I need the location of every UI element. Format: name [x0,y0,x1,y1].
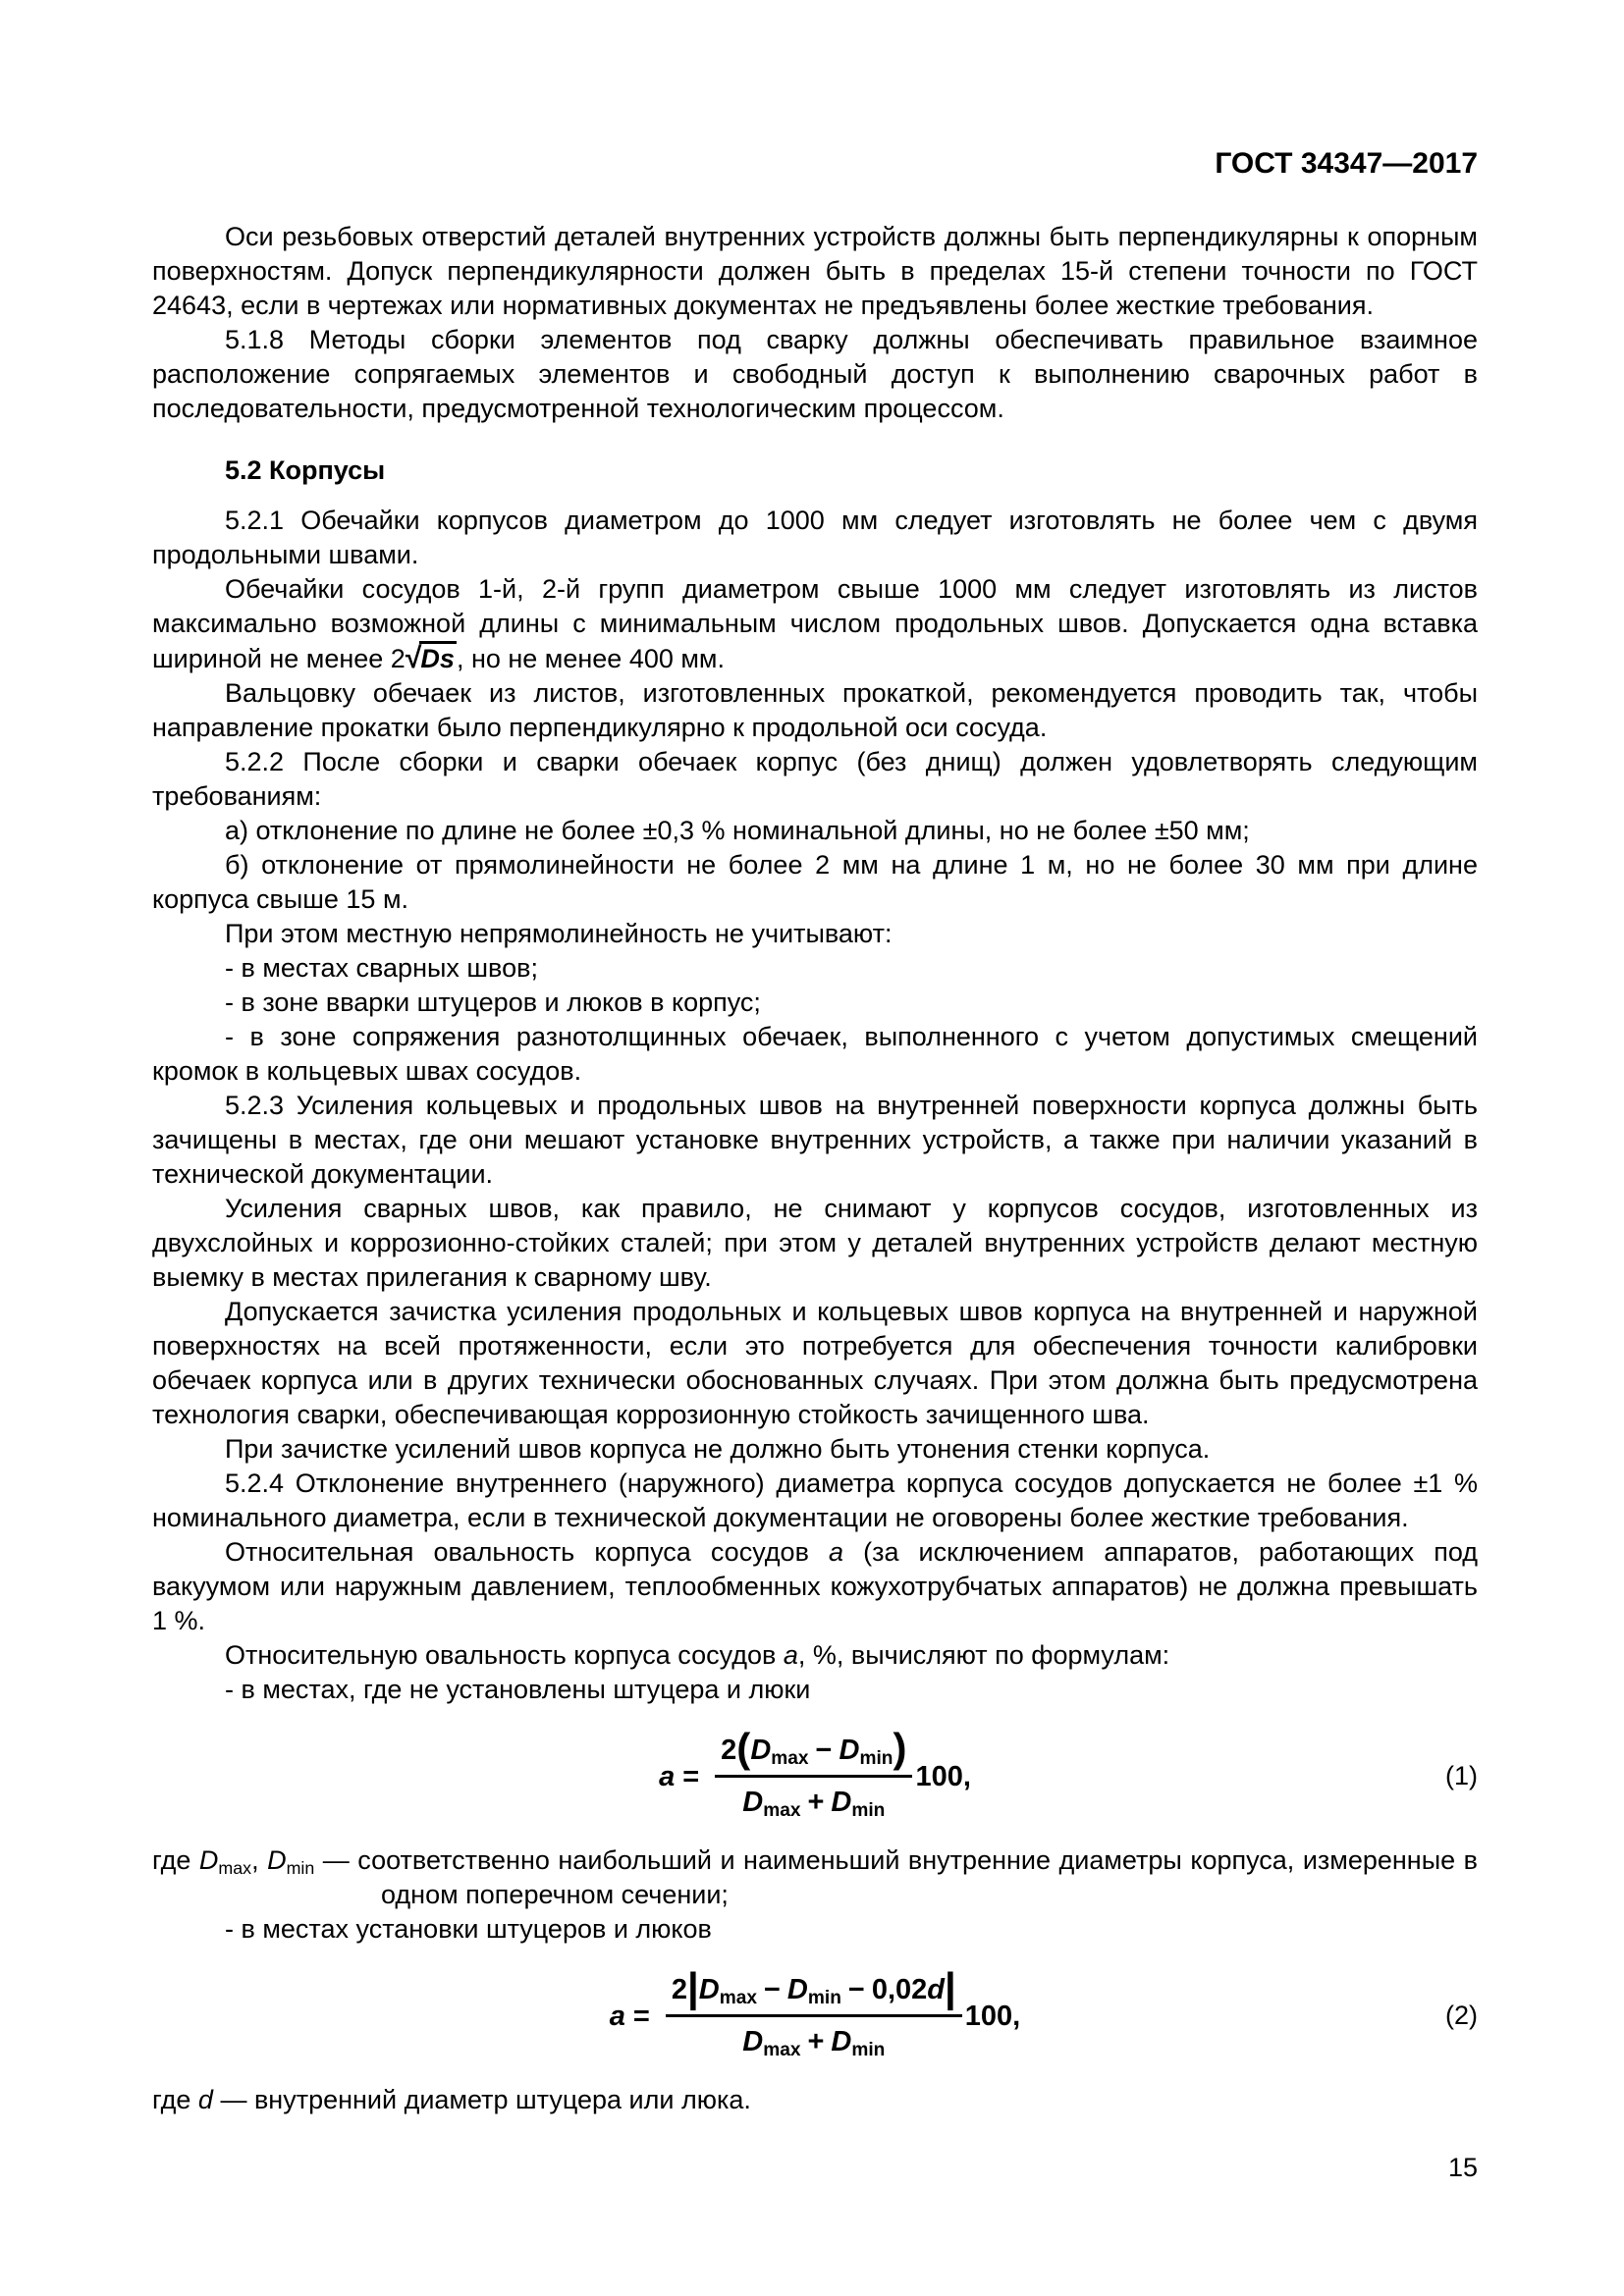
where-2-rest: — внутренний диаметр штуцера или люка. [212,2085,751,2114]
formula-1-sub-max: max [771,1748,809,1770]
formula-1-den-sub-min: min [851,1800,886,1822]
formula-2-fraction [666,1963,962,2061]
formula-2-den-sub-min: min [851,2040,886,2061]
calc-text-after: , %, вычисляют по формулам: [797,1640,1170,1670]
calc-text-before: Относительную овальность корпуса сосудов [225,1640,784,1670]
paragraph-local-nonstraightness: При этом местную непрямолинейность не учитывают: [225,919,893,948]
list-item-junction-zones: - в зоне сопряжения разнотолщинных обечаек, выполненного с учетом допустимых смещений кромок в кольцевых швах сосудов. [152,1022,1478,1086]
formula-1-dmin-var: D [839,1735,860,1766]
formula-1-plus: + [807,1787,825,1818]
formula-1-den-dmin-var: D [831,1787,852,1818]
formula-2-numerator [666,1963,962,2017]
formula-1-dmax-var: D [750,1735,772,1766]
paragraph-relative-ovality [152,1535,1478,1638]
document-number-header: ГОСТ 34347—2017 [1215,147,1478,180]
where-1-sub-min: min [286,1857,315,1878]
formula-1-lhs: a [659,1760,676,1792]
list-item-b: б) отклонение от прямолинейности не более 2 мм на длине 1 м, но не более 30 мм при длине корпуса свыше 15 м. [152,850,1478,914]
where-2-d-var: d [197,2085,213,2114]
where-1-dmax-var: D [198,1845,219,1875]
paragraph-where-dmax-dmin [152,1843,1478,1912]
where-1-rest: — соответственно наибольший и наименьший внутренние диаметры корпуса, измеренные в одном поперечном сечении; [314,1845,1478,1909]
formula-1-sub-min: min [859,1748,893,1770]
section-heading-5-2: 5.2 Корпусы [225,455,386,485]
formula-1-multiplier: 100, [915,1760,971,1792]
formula-1-number: (1) [1445,1761,1478,1790]
formula-2-close-bar: | [945,1963,956,2010]
formula-2-dmax-var: D [698,1974,720,2005]
formula-1-minus: − [815,1735,833,1766]
formula-1-numerator [715,1724,912,1778]
paragraph-weld-reinforcements: Усиления сварных швов, как правило, не снимают у корпусов сосудов, изготовленных из двухслойных и коррозионно-стойких сталей; при этом у деталей внутренних устройств делают местную выемку в местах прилегания к сварному шву. [152,1194,1478,1292]
formula-2-minus-2: − [847,1974,865,2005]
formula-2-multiplier: 100, [964,2000,1021,2032]
paragraph-ovality-calculation [152,1638,1478,1673]
formula-2-coefficient: 2 [671,1974,687,2005]
formula-2-lhs: a [609,2000,625,2032]
formula-2-dmin-var: D [786,1974,808,2005]
shells-text-before: Обечайки сосудов 1-й, 2-й групп диаметром свыше 1000 мм следует изготовлять из листов максимально возможной длины с минимальным числом продольных швов. Допускается одна вставка шириной не менее 2 [152,574,1478,673]
formula-1-fraction [715,1724,912,1822]
where-1-dmin-var: D [267,1845,287,1875]
formula-2-small-d-var: d [927,1974,945,2005]
formula-2-equals: = [632,2000,650,2032]
paragraph-rolling: Вальцовку обечаек из листов, изготовленных прокаткой, рекомендуется проводить так, чтобы направление прокатки было перпендикулярно к продольной оси сосуда. [152,678,1478,742]
list-item-with-nozzles: - в местах установки штуцеров и люков [225,1914,712,1944]
formula-1-den-sub-max: max [763,1800,801,1822]
list-item-weld-seams: - в местах сварных швов; [225,953,538,983]
paragraph-thread-axes: Оси резьбовых отверстий деталей внутренних устройств должны быть перпендикулярны к опорным поверхностям. Допуск перпендикулярности должен быть в пределах 15-й степени точности по ГОСТ 24643, если в чертежах или нормативных документах не предъявлены более жесткие требования. [152,222,1478,320]
formula-2-sub-max: max [719,1988,757,2009]
formula-1-open-paren: ( [736,1724,751,1771]
radical-sign: √ [405,642,420,674]
formula-2-den-dmin-var: D [831,2026,852,2057]
formula-1-coefficient: 2 [721,1735,737,1766]
sqrt-expression [406,644,457,673]
formula-2-den-sub-max: max [763,2040,801,2061]
shells-text-after: , но не менее 400 мм. [456,644,725,673]
formula-1-den-dmax-var: D [742,1787,764,1818]
formula-1-equals: = [682,1760,700,1792]
radicand: Ds [419,641,457,673]
ovality-text-after: (за исключением аппаратов, работающих под вакуумом или наружным давлением, теплообменных кожухотрубчатых аппаратов) не должна превышать 1 %. [152,1537,1478,1635]
paragraph-where-d [152,2083,1478,2117]
formula-2-plus: + [807,2026,825,2057]
paragraph-shells-insert [152,572,1478,676]
paragraph-5-2-1: 5.2.1 Обечайки корпусов диаметром до 1000 мм следует изготовлять не более чем с двумя продольными швами. [152,506,1478,569]
where-2-lead: где [152,2085,198,2114]
ovality-variable-a: а [828,1537,844,1567]
formula-2-term: 0,02 [871,1974,928,2005]
paragraph-stripping-allowed: Допускается зачистка усиления продольных и кольцевых швов корпуса на внутренней и наружной поверхностях на всей протяженности, если это потребуется для обеспечения точности калибровки обечаек корпуса или в других технически обоснованных случаях. При этом должна быть предусмотрена технология сварки, обеспечивающая коррозионную стойкость зачищенного шва. [152,1297,1478,1429]
list-item-no-nozzles: - в местах, где не установлены штуцера и люки [225,1675,811,1704]
ovality-text-before: Относительная овальность корпуса сосудов [225,1537,829,1567]
formula-1 [152,1724,1478,1822]
where-1-lead: где [152,1845,199,1875]
formula-1-denominator [736,1778,891,1820]
paragraph-5-1-8: 5.1.8 Методы сборки элементов под сварку должны обеспечивать правильное взаимное расположение сопрягаемых элементов и свободный доступ к выполнению сварочных работ в последовательности, предусмотренной технологическим процессом. [152,325,1478,423]
formula-2-number: (2) [1445,2001,1478,2030]
formula-2-sub-min: min [807,1988,841,2009]
formula-2-open-bar: | [686,1963,699,2010]
calc-variable-a: а [783,1640,798,1670]
page-number: 15 [1447,2153,1478,2182]
list-item-a: а) отклонение по длине не более ±0,3 % номинальной длины, но не более ±50 мм; [225,816,1250,845]
formula-1-close-paren: ) [893,1724,907,1771]
paragraph-5-2-3: 5.2.3 Усиления кольцевых и продольных швов на внутренней поверхности корпуса должны быть зачищены в местах, где они мешают установке внутренних устройств, а также при наличии указаний в технической документации. [152,1091,1478,1189]
list-item-nozzle-zones: - в зоне вварки штуцеров и люков в корпус; [225,988,761,1017]
formula-1-expression [235,1724,1395,1822]
paragraph-5-2-2: 5.2.2 После сборки и сварки обечаек корпус (без днищ) должен удовлетворять следующим требованиям: [152,747,1478,811]
paragraph-no-thinning: При зачистке усилений швов корпуса не должно быть утонения стенки корпуса. [225,1434,1211,1464]
paragraph-5-2-4: 5.2.4 Отклонение внутреннего (наружного) диаметра корпуса сосудов допускается не более ±1 % номинального диаметра, если в технической документации не оговорены более жесткие требования. [152,1468,1478,1532]
formula-2-expression [235,1963,1395,2061]
formula-2-minus-1: − [763,1974,781,2005]
formula-2 [152,1963,1478,2061]
where-1-sub-max: max [218,1857,252,1878]
formula-2-denominator [736,2017,891,2059]
formula-2-den-dmax-var: D [742,2026,764,2057]
where-1-comma: , [251,1845,268,1875]
